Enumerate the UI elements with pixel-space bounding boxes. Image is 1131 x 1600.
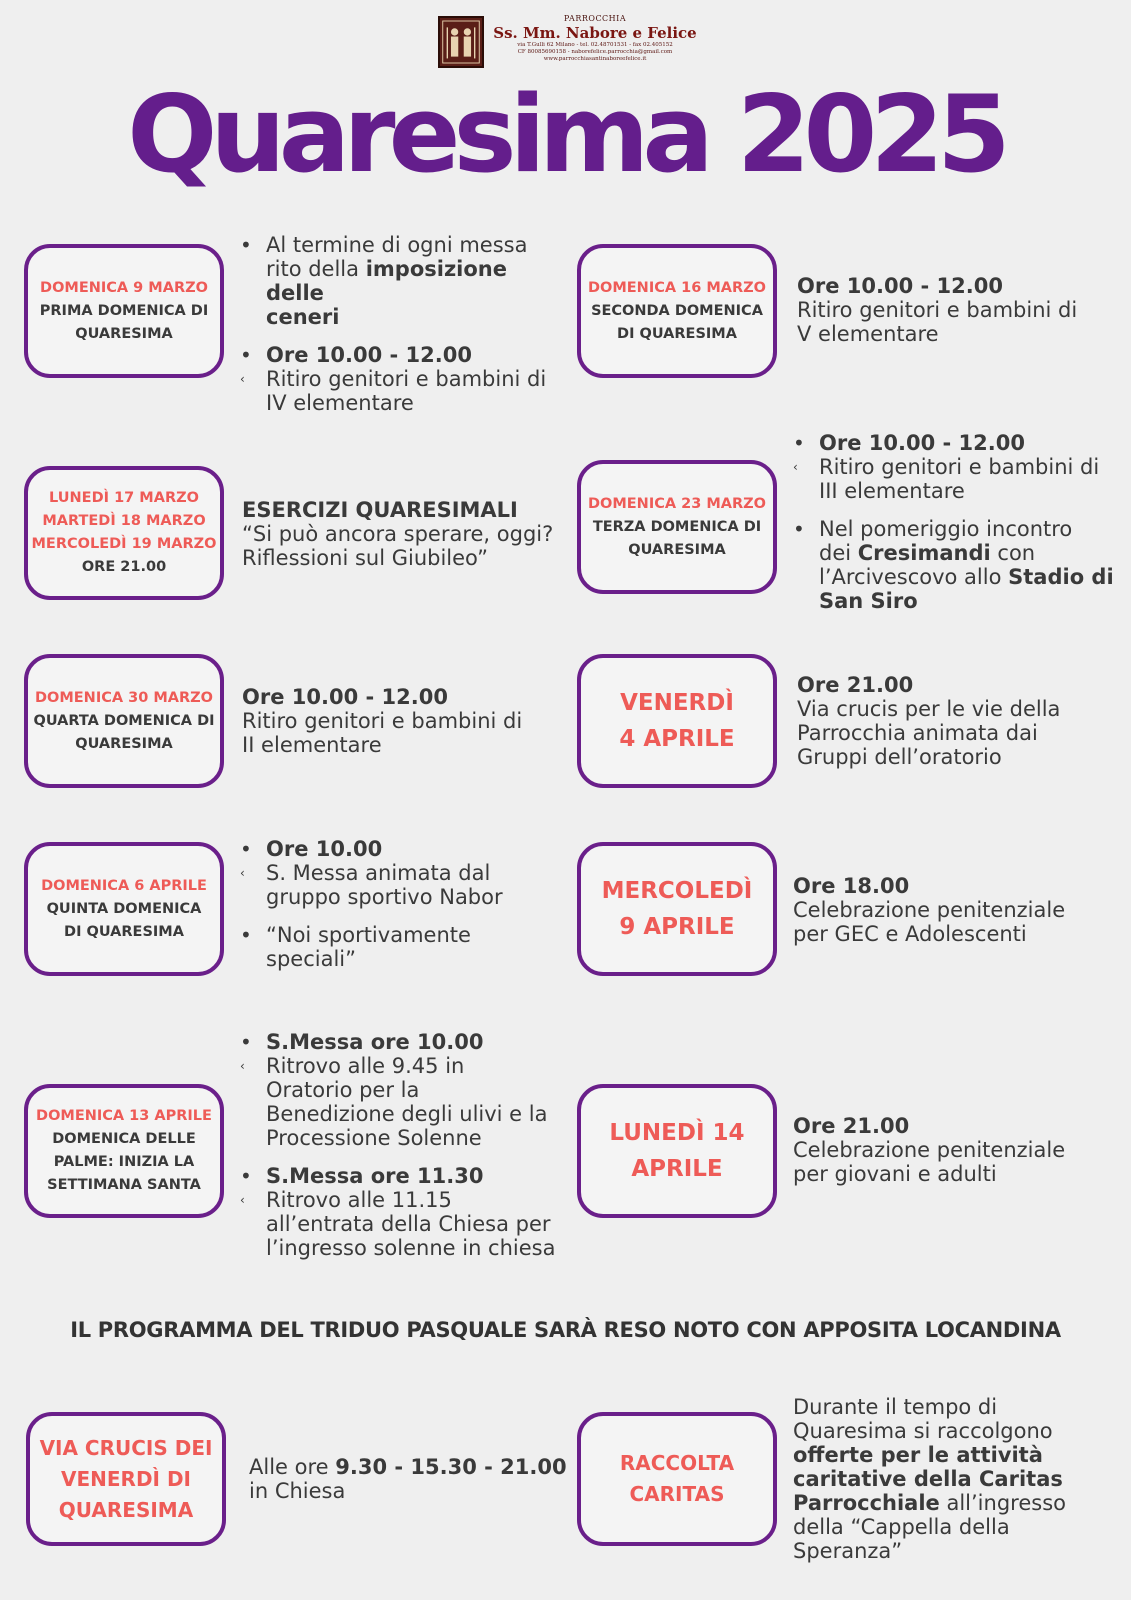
event-desc-16-marzo <box>797 274 1117 346</box>
box-label: RACCOLTA <box>619 1451 735 1475</box>
desc-line: Ritiro genitori e bambini di <box>242 709 523 733</box>
desc-time: Ore 10.00 - 12.00 <box>819 431 1025 455</box>
desc-line: Quaresima si raccolgono <box>793 1419 1053 1443</box>
via-crucis-box <box>26 1412 226 1546</box>
date-subtitle: SETTIMANA SANTA <box>47 1177 201 1193</box>
date-subtitle: PRIMA DOMENICA DI <box>39 302 209 319</box>
date-box-mercoledi-9-aprile <box>577 842 777 976</box>
event-desc-esercizi <box>242 498 572 570</box>
desc-line: per GEC e Adolescenti <box>793 922 1027 946</box>
desc-line: Ritrovo alle 9.45 in <box>266 1054 465 1078</box>
date-subtitle: PALME: INIZIA LA <box>53 1154 195 1170</box>
desc-heading: ESERCIZI QUARESIMALI <box>242 498 518 522</box>
desc-line: Riflessioni sul Giubileo” <box>242 546 489 570</box>
desc-line: dei <box>819 541 858 565</box>
date-subtitle: SECONDA DOMENICA <box>591 302 763 319</box>
event-desc-14-aprile <box>793 1114 1113 1186</box>
date-box-domenica-6-aprile <box>24 842 224 976</box>
box-label: QUARESIMA <box>58 1497 194 1522</box>
desc-line: V elementare <box>797 322 939 346</box>
date-label: 9 APRILE <box>619 914 735 940</box>
event-desc-9-aprile <box>793 874 1113 946</box>
desc-line: l’Arcivescovo allo <box>819 565 1009 589</box>
date-label: DOMENICA 6 APRILE <box>41 877 207 894</box>
date-label: DOMENICA 16 MARZO <box>587 279 767 296</box>
date-label: DOMENICA 30 MARZO <box>34 689 214 706</box>
parish-label: PARROCCHIA <box>563 14 627 23</box>
triduo-banner: IL PROGRAMMA DEL TRIDUO PASQUALE SARÀ RESO NOTO CON APPOSITA LOCANDINA <box>70 1318 1061 1342</box>
via-crucis-desc <box>249 1455 569 1503</box>
parish-website: www.parrocchiasantinaboreefelice.it <box>543 56 647 62</box>
date-box-domenica-23-marzo <box>577 460 777 594</box>
desc-line: speciali” <box>266 947 356 971</box>
date-box-venerdi-4-aprile <box>577 654 777 788</box>
desc-line: all’entrata della Chiesa per <box>266 1212 551 1236</box>
desc-time: Ore 18.00 <box>793 874 910 898</box>
desc-time: Ore 10.00 - 12.00 <box>797 274 1003 298</box>
desc-line: III elementare <box>819 479 965 503</box>
date-label: LUNEDÌ 14 <box>609 1120 745 1146</box>
desc-time: S.Messa ore 10.00 <box>266 1030 484 1054</box>
desc-time: S.Messa ore 11.30 <box>266 1164 484 1188</box>
date-subtitle: QUARESIMA <box>75 735 173 752</box>
date-subtitle: QUINTA DOMENICA <box>46 900 202 917</box>
date-subtitle: TERZA DOMENICA DI <box>592 518 762 535</box>
desc-time: Ore 10.00 <box>266 837 383 861</box>
desc-line: con <box>990 541 1036 565</box>
event-desc-30-marzo <box>242 685 572 757</box>
desc-line: Celebrazione penitenziale <box>793 898 1066 922</box>
desc-line: Ritiro genitori e bambini di <box>266 367 547 391</box>
desc-line: Via crucis per le vie della <box>797 697 1061 721</box>
date-label: 4 APRILE <box>619 726 735 752</box>
desc-line: Durante il tempo di <box>793 1395 998 1419</box>
desc-line: Oratorio per la <box>266 1078 420 1102</box>
date-box-domenica-13-aprile <box>24 1084 224 1218</box>
date-subtitle: QUARTA DOMENICA DI <box>33 712 215 729</box>
date-subtitle: DOMENICA DELLE <box>52 1131 196 1147</box>
box-label: VIA CRUCIS DEI <box>39 1435 213 1460</box>
parish-header <box>438 14 698 70</box>
desc-bold: Stadio di <box>1008 565 1114 589</box>
event-desc-13-aprile <box>240 1030 570 1260</box>
desc-line: Benedizione degli ulivi e la <box>266 1102 548 1126</box>
desc-line: all’ingresso <box>939 1491 1066 1515</box>
date-subtitle: DI QUARESIMA <box>64 923 184 940</box>
event-desc-9-marzo <box>240 233 570 415</box>
date-label: DOMENICA 13 APRILE <box>36 1108 212 1124</box>
date-subtitle: DI QUARESIMA <box>617 325 737 342</box>
event-desc-4-aprile <box>797 673 1117 769</box>
desc-bold: San Siro <box>819 589 918 613</box>
desc-line: Parrocchia animata dai <box>797 721 1038 745</box>
date-label: DOMENICA 9 MARZO <box>40 279 208 296</box>
desc-line: gruppo sportivo Nabor <box>266 885 503 909</box>
event-desc-6-aprile <box>240 837 570 971</box>
parish-contacts: CF 80085690158 - naborefelice.parrocchia@gmail.com <box>517 49 673 55</box>
box-label: VENERDÌ DI <box>61 1466 191 1491</box>
parish-address: via T.Gulli 62 Milano - tel. 02.48701531 - fax 02.405152 <box>517 42 673 48</box>
caritas-box <box>577 1412 777 1546</box>
date-label: APRILE <box>631 1156 723 1182</box>
desc-bold: imposizione delle <box>266 257 507 305</box>
desc-time: Ore 21.00 <box>797 673 914 697</box>
desc-bold: offerte per le attività <box>793 1443 1043 1467</box>
desc-line: II elementare <box>242 733 382 757</box>
desc-line: Ritrovo alle 11.15 <box>266 1188 452 1212</box>
date-box-lunedi-14-aprile <box>577 1084 777 1218</box>
date-label: VENERDÌ <box>620 690 734 716</box>
date-box-domenica-16-marzo <box>577 244 777 378</box>
desc-line: IV elementare <box>266 391 414 415</box>
parish-name: Ss. Mm. Nabore e Felice <box>493 24 697 42</box>
desc-time: Ore 21.00 <box>793 1114 910 1138</box>
date-label: DOMENICA 23 MARZO <box>587 495 767 512</box>
date-label: LUNEDÌ 17 MARZO <box>49 490 199 506</box>
desc-line: l’ingresso solenne in chiesa <box>266 1236 556 1260</box>
desc-line: Speranza” <box>793 1539 903 1563</box>
date-label: MARTEDÌ 18 MARZO <box>42 513 206 529</box>
desc-time: Ore 10.00 - 12.00 <box>266 343 472 367</box>
desc-line: Nel pomeriggio incontro <box>819 517 1073 541</box>
desc-bold: Cresimandi <box>857 541 991 565</box>
date-box-domenica-30-marzo <box>24 654 224 788</box>
date-box-esercizi-quaresimali <box>24 466 224 600</box>
desc-line: S. Messa animata dal <box>266 861 491 885</box>
date-subtitle: QUARESIMA <box>628 541 726 558</box>
box-label: CARITAS <box>629 1482 725 1506</box>
desc-bold: ceneri <box>266 305 340 329</box>
desc-bold: caritative della Caritas <box>793 1467 1063 1491</box>
desc-line: della “Cappella della <box>793 1515 1010 1539</box>
desc-line: Gruppi dell’oratorio <box>797 745 1002 769</box>
desc-line: “Noi sportivamente <box>266 923 471 947</box>
desc-line: Celebrazione penitenziale <box>793 1138 1066 1162</box>
caritas-desc <box>793 1395 1113 1563</box>
desc-times: 9.30 - 15.30 - 21.00 <box>335 1455 567 1479</box>
date-time: ORE 21.00 <box>81 559 167 575</box>
desc-line: Ritiro genitori e bambini di <box>797 298 1078 322</box>
desc-time: Ore 10.00 - 12.00 <box>242 685 448 709</box>
desc-line: rito della <box>266 257 366 281</box>
desc-line: Ritiro genitori e bambini di <box>819 455 1100 479</box>
desc-line: “Si può ancora sperare, oggi? <box>242 522 554 546</box>
desc-line: Al termine di ogni messa <box>266 233 528 257</box>
date-label: MERCOLEDÌ 19 MARZO <box>31 536 217 552</box>
date-box-domenica-9-marzo <box>24 244 224 378</box>
event-desc-23-marzo <box>793 431 1123 613</box>
desc-line: Processione Solenne <box>266 1126 482 1150</box>
desc-bold: Parrocchiale <box>793 1491 940 1515</box>
desc-line: per giovani e adulti <box>793 1162 997 1186</box>
saints-crest-icon <box>438 16 484 68</box>
date-subtitle: QUARESIMA <box>75 325 173 342</box>
desc-line: in Chiesa <box>249 1479 346 1503</box>
page-title: Quaresima 2025 <box>127 73 1004 196</box>
desc-line: Alle ore <box>249 1455 336 1479</box>
date-label: MERCOLEDÌ <box>601 878 753 904</box>
